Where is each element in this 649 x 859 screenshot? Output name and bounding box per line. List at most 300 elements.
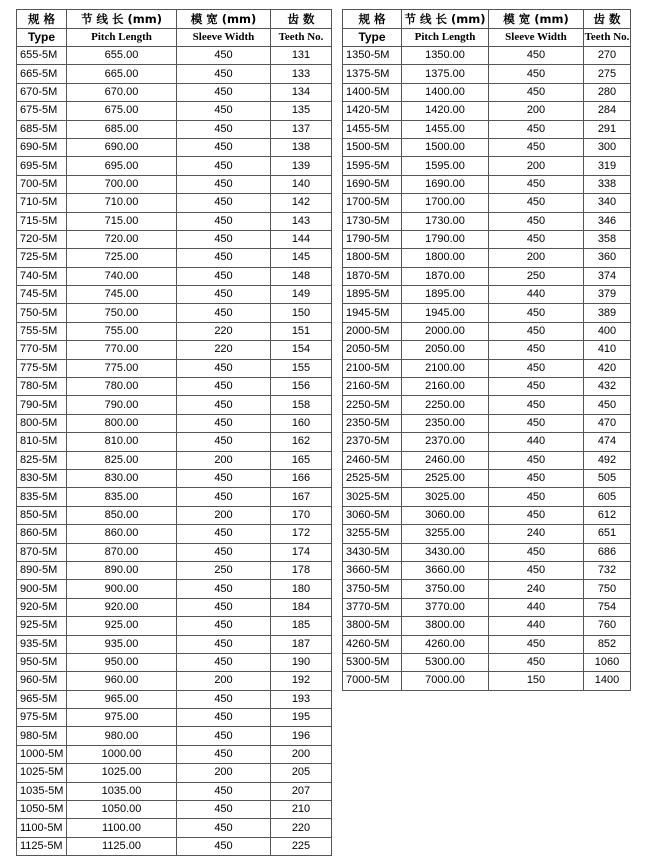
type-cell: 655-5M xyxy=(17,47,67,65)
sleeve-width-cell: 450 xyxy=(489,120,584,138)
table-row xyxy=(343,194,631,212)
pitch-length-cell: 1000.00 xyxy=(67,745,177,763)
teeth-count-cell: 131 xyxy=(271,47,332,65)
type-cell: 1790-5M xyxy=(343,230,402,248)
teeth-count-cell: 750 xyxy=(584,580,631,598)
type-cell: 2050-5M xyxy=(343,341,402,359)
sleeve-width-cell: 450 xyxy=(177,102,271,120)
sleeve-width-cell: 450 xyxy=(177,801,271,819)
table-row xyxy=(17,561,332,579)
type-cell: 695-5M xyxy=(17,157,67,175)
table-row xyxy=(343,304,631,322)
teeth-count-cell: 160 xyxy=(271,414,332,432)
sleeve-width-cell: 450 xyxy=(177,414,271,432)
header-pitch-en: Pitch Length xyxy=(402,29,489,47)
sleeve-width-cell: 440 xyxy=(489,617,584,635)
table-row xyxy=(343,617,631,635)
pitch-length-cell: 665.00 xyxy=(67,65,177,83)
table-row xyxy=(17,819,332,837)
type-cell: 5300-5M xyxy=(343,653,402,671)
header-width-cn: 模 宽 (mm) xyxy=(489,10,584,29)
teeth-count-cell: 196 xyxy=(271,727,332,745)
sleeve-width-cell: 450 xyxy=(489,378,584,396)
table-row xyxy=(17,469,332,487)
teeth-count-cell: 470 xyxy=(584,414,631,432)
teeth-count-cell: 379 xyxy=(584,286,631,304)
pitch-length-cell: 810.00 xyxy=(67,433,177,451)
pitch-length-cell: 935.00 xyxy=(67,635,177,653)
belt-spec-table-right xyxy=(342,9,631,691)
type-cell: 755-5M xyxy=(17,322,67,340)
sleeve-width-cell: 450 xyxy=(489,175,584,193)
teeth-count-cell: 174 xyxy=(271,543,332,561)
teeth-count-cell: 605 xyxy=(584,488,631,506)
sleeve-width-cell: 450 xyxy=(489,212,584,230)
pitch-length-cell: 825.00 xyxy=(67,451,177,469)
type-cell: 960-5M xyxy=(17,672,67,690)
pitch-length-cell: 850.00 xyxy=(67,506,177,524)
sleeve-width-cell: 450 xyxy=(177,83,271,101)
pitch-length-cell: 740.00 xyxy=(67,267,177,285)
table-row xyxy=(17,506,332,524)
type-cell: 1690-5M xyxy=(343,175,402,193)
pitch-length-cell: 1350.00 xyxy=(402,47,489,65)
type-cell: 830-5M xyxy=(17,469,67,487)
table-row xyxy=(17,102,332,120)
sleeve-width-cell: 450 xyxy=(489,322,584,340)
header-pitch-cn: 节 线 长 (mm) xyxy=(67,10,177,29)
teeth-count-cell: 135 xyxy=(271,102,332,120)
type-cell: 2525-5M xyxy=(343,469,402,487)
table-row xyxy=(17,359,332,377)
type-cell: 3770-5M xyxy=(343,598,402,616)
sleeve-width-cell: 450 xyxy=(177,194,271,212)
teeth-count-cell: 205 xyxy=(271,764,332,782)
table-row xyxy=(17,414,332,432)
type-cell: 665-5M xyxy=(17,65,67,83)
table-row xyxy=(17,837,332,855)
teeth-count-cell: 193 xyxy=(271,690,332,708)
table-row xyxy=(17,451,332,469)
teeth-count-cell: 149 xyxy=(271,286,332,304)
header-width-en: Sleeve Width xyxy=(177,29,271,47)
table-row xyxy=(343,212,631,230)
header-row-en xyxy=(17,29,332,47)
table-row xyxy=(343,267,631,285)
type-cell: 1125-5M xyxy=(17,837,67,855)
teeth-count-cell: 686 xyxy=(584,543,631,561)
pitch-length-cell: 2460.00 xyxy=(402,451,489,469)
header-teeth-cn: 齿 数 xyxy=(271,10,332,29)
sleeve-width-cell: 200 xyxy=(177,451,271,469)
sleeve-width-cell: 200 xyxy=(177,506,271,524)
table-row xyxy=(17,727,332,745)
sleeve-width-cell: 450 xyxy=(177,598,271,616)
table-row xyxy=(343,414,631,432)
sleeve-width-cell: 450 xyxy=(177,304,271,322)
sleeve-width-cell: 450 xyxy=(177,396,271,414)
table-row xyxy=(343,451,631,469)
type-cell: 700-5M xyxy=(17,175,67,193)
teeth-count-cell: 139 xyxy=(271,157,332,175)
teeth-count-cell: 195 xyxy=(271,709,332,727)
header-type-cn: 规 格 xyxy=(17,10,67,29)
table-row xyxy=(343,672,631,690)
pitch-length-cell: 1035.00 xyxy=(67,782,177,800)
sleeve-width-cell: 450 xyxy=(489,635,584,653)
type-cell: 670-5M xyxy=(17,83,67,101)
pitch-length-cell: 890.00 xyxy=(67,561,177,579)
type-cell: 690-5M xyxy=(17,138,67,156)
teeth-count-cell: 291 xyxy=(584,120,631,138)
sleeve-width-cell: 450 xyxy=(177,378,271,396)
teeth-count-cell: 210 xyxy=(271,801,332,819)
teeth-count-cell: 754 xyxy=(584,598,631,616)
teeth-count-cell: 207 xyxy=(271,782,332,800)
sleeve-width-cell: 450 xyxy=(177,138,271,156)
type-cell: 1050-5M xyxy=(17,801,67,819)
table-row xyxy=(17,378,332,396)
type-cell: 2160-5M xyxy=(343,378,402,396)
type-cell: 720-5M xyxy=(17,230,67,248)
teeth-count-cell: 852 xyxy=(584,635,631,653)
teeth-count-cell: 280 xyxy=(584,83,631,101)
pitch-length-cell: 3025.00 xyxy=(402,488,489,506)
table-row xyxy=(343,635,631,653)
table-body-left xyxy=(17,47,332,856)
table-row xyxy=(17,322,332,340)
pitch-length-cell: 925.00 xyxy=(67,617,177,635)
type-cell: 925-5M xyxy=(17,617,67,635)
table-row xyxy=(17,488,332,506)
pitch-length-cell: 720.00 xyxy=(67,230,177,248)
table-row xyxy=(17,672,332,690)
type-cell: 3255-5M xyxy=(343,525,402,543)
teeth-count-cell: 732 xyxy=(584,561,631,579)
pitch-length-cell: 3750.00 xyxy=(402,580,489,598)
type-cell: 810-5M xyxy=(17,433,67,451)
table-row xyxy=(17,635,332,653)
teeth-count-cell: 374 xyxy=(584,267,631,285)
table-row xyxy=(17,175,332,193)
type-cell: 3800-5M xyxy=(343,617,402,635)
teeth-count-cell: 187 xyxy=(271,635,332,653)
header-type-cn: 规 格 xyxy=(343,10,402,29)
sleeve-width-cell: 200 xyxy=(177,764,271,782)
pitch-length-cell: 1100.00 xyxy=(67,819,177,837)
table-row xyxy=(343,230,631,248)
sleeve-width-cell: 200 xyxy=(489,157,584,175)
pitch-length-cell: 655.00 xyxy=(67,47,177,65)
sleeve-width-cell: 450 xyxy=(177,690,271,708)
sleeve-width-cell: 450 xyxy=(489,653,584,671)
type-cell: 745-5M xyxy=(17,286,67,304)
table-row xyxy=(343,120,631,138)
sleeve-width-cell: 450 xyxy=(177,580,271,598)
sleeve-width-cell: 450 xyxy=(489,561,584,579)
type-cell: 1350-5M xyxy=(343,47,402,65)
sleeve-width-cell: 440 xyxy=(489,286,584,304)
type-cell: 770-5M xyxy=(17,341,67,359)
table-row xyxy=(17,745,332,763)
teeth-count-cell: 143 xyxy=(271,212,332,230)
type-cell: 710-5M xyxy=(17,194,67,212)
type-cell: 2000-5M xyxy=(343,322,402,340)
teeth-count-cell: 172 xyxy=(271,525,332,543)
pitch-length-cell: 975.00 xyxy=(67,709,177,727)
sleeve-width-cell: 450 xyxy=(177,525,271,543)
teeth-count-cell: 360 xyxy=(584,249,631,267)
type-cell: 675-5M xyxy=(17,102,67,120)
pitch-length-cell: 745.00 xyxy=(67,286,177,304)
teeth-count-cell: 1400 xyxy=(584,672,631,690)
type-cell: 920-5M xyxy=(17,598,67,616)
sleeve-width-cell: 450 xyxy=(177,617,271,635)
type-cell: 825-5M xyxy=(17,451,67,469)
pitch-length-cell: 4260.00 xyxy=(402,635,489,653)
teeth-count-cell: 133 xyxy=(271,65,332,83)
pitch-length-cell: 775.00 xyxy=(67,359,177,377)
type-cell: 1400-5M xyxy=(343,83,402,101)
pitch-length-cell: 690.00 xyxy=(67,138,177,156)
sleeve-width-cell: 450 xyxy=(489,138,584,156)
teeth-count-cell: 144 xyxy=(271,230,332,248)
teeth-count-cell: 178 xyxy=(271,561,332,579)
sleeve-width-cell: 450 xyxy=(177,543,271,561)
pitch-length-cell: 1420.00 xyxy=(402,102,489,120)
table-row xyxy=(343,359,631,377)
pitch-length-cell: 950.00 xyxy=(67,653,177,671)
type-cell: 7000-5M xyxy=(343,672,402,690)
teeth-count-cell: 300 xyxy=(584,138,631,156)
table-row xyxy=(17,341,332,359)
type-cell: 3025-5M xyxy=(343,488,402,506)
pitch-length-cell: 1730.00 xyxy=(402,212,489,230)
type-cell: 935-5M xyxy=(17,635,67,653)
teeth-count-cell: 155 xyxy=(271,359,332,377)
sleeve-width-cell: 450 xyxy=(177,359,271,377)
type-cell: 835-5M xyxy=(17,488,67,506)
pitch-length-cell: 1025.00 xyxy=(67,764,177,782)
sleeve-width-cell: 450 xyxy=(177,819,271,837)
table-row xyxy=(343,433,631,451)
table-row xyxy=(343,488,631,506)
table-row xyxy=(343,341,631,359)
pitch-length-cell: 3800.00 xyxy=(402,617,489,635)
teeth-count-cell: 220 xyxy=(271,819,332,837)
pitch-length-cell: 920.00 xyxy=(67,598,177,616)
pitch-length-cell: 2100.00 xyxy=(402,359,489,377)
sleeve-width-cell: 200 xyxy=(177,672,271,690)
teeth-count-cell: 474 xyxy=(584,433,631,451)
pitch-length-cell: 755.00 xyxy=(67,322,177,340)
table-row xyxy=(17,65,332,83)
pitch-length-cell: 1870.00 xyxy=(402,267,489,285)
header-type-en: Type xyxy=(17,29,67,47)
table-row xyxy=(343,47,631,65)
sleeve-width-cell: 200 xyxy=(489,249,584,267)
type-cell: 790-5M xyxy=(17,396,67,414)
teeth-count-cell: 154 xyxy=(271,341,332,359)
pitch-length-cell: 870.00 xyxy=(67,543,177,561)
pitch-length-cell: 960.00 xyxy=(67,672,177,690)
teeth-count-cell: 346 xyxy=(584,212,631,230)
table-row xyxy=(343,506,631,524)
pitch-length-cell: 2250.00 xyxy=(402,396,489,414)
sleeve-width-cell: 450 xyxy=(489,230,584,248)
type-cell: 850-5M xyxy=(17,506,67,524)
sleeve-width-cell: 150 xyxy=(489,672,584,690)
header-width-cn: 模 宽 (mm) xyxy=(177,10,271,29)
table-row xyxy=(17,653,332,671)
teeth-count-cell: 140 xyxy=(271,175,332,193)
pitch-length-cell: 790.00 xyxy=(67,396,177,414)
type-cell: 2350-5M xyxy=(343,414,402,432)
type-cell: 860-5M xyxy=(17,525,67,543)
table-row xyxy=(17,120,332,138)
teeth-count-cell: 358 xyxy=(584,230,631,248)
type-cell: 775-5M xyxy=(17,359,67,377)
type-cell: 1595-5M xyxy=(343,157,402,175)
header-teeth-en: Teeth No. xyxy=(271,29,332,47)
pitch-length-cell: 2050.00 xyxy=(402,341,489,359)
table-row xyxy=(17,230,332,248)
type-cell: 4260-5M xyxy=(343,635,402,653)
pitch-length-cell: 835.00 xyxy=(67,488,177,506)
pitch-length-cell: 1050.00 xyxy=(67,801,177,819)
teeth-count-cell: 142 xyxy=(271,194,332,212)
header-teeth-en: Teeth No. xyxy=(584,29,631,47)
type-cell: 3430-5M xyxy=(343,543,402,561)
sleeve-width-cell: 450 xyxy=(489,304,584,322)
table-row xyxy=(17,690,332,708)
sleeve-width-cell: 450 xyxy=(177,286,271,304)
teeth-count-cell: 165 xyxy=(271,451,332,469)
type-cell: 725-5M xyxy=(17,249,67,267)
type-cell: 950-5M xyxy=(17,653,67,671)
table-row xyxy=(343,561,631,579)
sleeve-width-cell: 450 xyxy=(177,469,271,487)
teeth-count-cell: 450 xyxy=(584,396,631,414)
table-row xyxy=(343,378,631,396)
table-row xyxy=(343,102,631,120)
table-row xyxy=(17,525,332,543)
teeth-count-cell: 137 xyxy=(271,120,332,138)
table-row xyxy=(343,157,631,175)
sleeve-width-cell: 240 xyxy=(489,580,584,598)
sleeve-width-cell: 450 xyxy=(489,341,584,359)
table-row xyxy=(343,322,631,340)
table-row xyxy=(17,580,332,598)
sleeve-width-cell: 450 xyxy=(489,469,584,487)
pitch-length-cell: 1400.00 xyxy=(402,83,489,101)
table-row xyxy=(17,249,332,267)
table-row xyxy=(343,83,631,101)
teeth-count-cell: 138 xyxy=(271,138,332,156)
table-row xyxy=(17,47,332,65)
table-row xyxy=(17,543,332,561)
table-row xyxy=(343,138,631,156)
table-row xyxy=(17,212,332,230)
pitch-length-cell: 770.00 xyxy=(67,341,177,359)
pitch-length-cell: 1690.00 xyxy=(402,175,489,193)
type-cell: 900-5M xyxy=(17,580,67,598)
teeth-count-cell: 400 xyxy=(584,322,631,340)
teeth-count-cell: 410 xyxy=(584,341,631,359)
table-row xyxy=(17,617,332,635)
sleeve-width-cell: 250 xyxy=(177,561,271,579)
sleeve-width-cell: 450 xyxy=(177,635,271,653)
sleeve-width-cell: 450 xyxy=(489,396,584,414)
pitch-length-cell: 1895.00 xyxy=(402,286,489,304)
teeth-count-cell: 170 xyxy=(271,506,332,524)
teeth-count-cell: 148 xyxy=(271,267,332,285)
sleeve-width-cell: 450 xyxy=(177,745,271,763)
table-row xyxy=(17,138,332,156)
sleeve-width-cell: 450 xyxy=(177,837,271,855)
sleeve-width-cell: 450 xyxy=(177,267,271,285)
table-row xyxy=(17,286,332,304)
pitch-length-cell: 1595.00 xyxy=(402,157,489,175)
pitch-length-cell: 670.00 xyxy=(67,83,177,101)
pitch-length-cell: 7000.00 xyxy=(402,672,489,690)
sleeve-width-cell: 450 xyxy=(489,414,584,432)
pitch-length-cell: 800.00 xyxy=(67,414,177,432)
sleeve-width-cell: 450 xyxy=(177,47,271,65)
sleeve-width-cell: 450 xyxy=(489,194,584,212)
type-cell: 740-5M xyxy=(17,267,67,285)
pitch-length-cell: 1945.00 xyxy=(402,304,489,322)
sleeve-width-cell: 450 xyxy=(177,709,271,727)
pitch-length-cell: 780.00 xyxy=(67,378,177,396)
header-row-cn xyxy=(17,10,332,29)
table-row xyxy=(343,525,631,543)
table-row xyxy=(17,801,332,819)
type-cell: 1000-5M xyxy=(17,745,67,763)
type-cell: 1700-5M xyxy=(343,194,402,212)
sleeve-width-cell: 450 xyxy=(177,249,271,267)
teeth-count-cell: 151 xyxy=(271,322,332,340)
type-cell: 965-5M xyxy=(17,690,67,708)
type-cell: 2250-5M xyxy=(343,396,402,414)
pitch-length-cell: 3255.00 xyxy=(402,525,489,543)
pitch-length-cell: 1125.00 xyxy=(67,837,177,855)
pitch-length-cell: 725.00 xyxy=(67,249,177,267)
pitch-length-cell: 2525.00 xyxy=(402,469,489,487)
type-cell: 780-5M xyxy=(17,378,67,396)
sleeve-width-cell: 450 xyxy=(489,65,584,83)
pitch-length-cell: 830.00 xyxy=(67,469,177,487)
sleeve-width-cell: 440 xyxy=(489,598,584,616)
type-cell: 2460-5M xyxy=(343,451,402,469)
header-pitch-cn: 节 线 长 (mm) xyxy=(402,10,489,29)
type-cell: 2370-5M xyxy=(343,433,402,451)
teeth-count-cell: 338 xyxy=(584,175,631,193)
teeth-count-cell: 319 xyxy=(584,157,631,175)
type-cell: 3660-5M xyxy=(343,561,402,579)
sleeve-width-cell: 220 xyxy=(177,322,271,340)
header-row-cn xyxy=(343,10,631,29)
sleeve-width-cell: 200 xyxy=(489,102,584,120)
sleeve-width-cell: 440 xyxy=(489,433,584,451)
pitch-length-cell: 1500.00 xyxy=(402,138,489,156)
header-pitch-en: Pitch Length xyxy=(67,29,177,47)
teeth-count-cell: 185 xyxy=(271,617,332,635)
type-cell: 1455-5M xyxy=(343,120,402,138)
teeth-count-cell: 420 xyxy=(584,359,631,377)
type-cell: 1945-5M xyxy=(343,304,402,322)
sleeve-width-cell: 450 xyxy=(489,506,584,524)
